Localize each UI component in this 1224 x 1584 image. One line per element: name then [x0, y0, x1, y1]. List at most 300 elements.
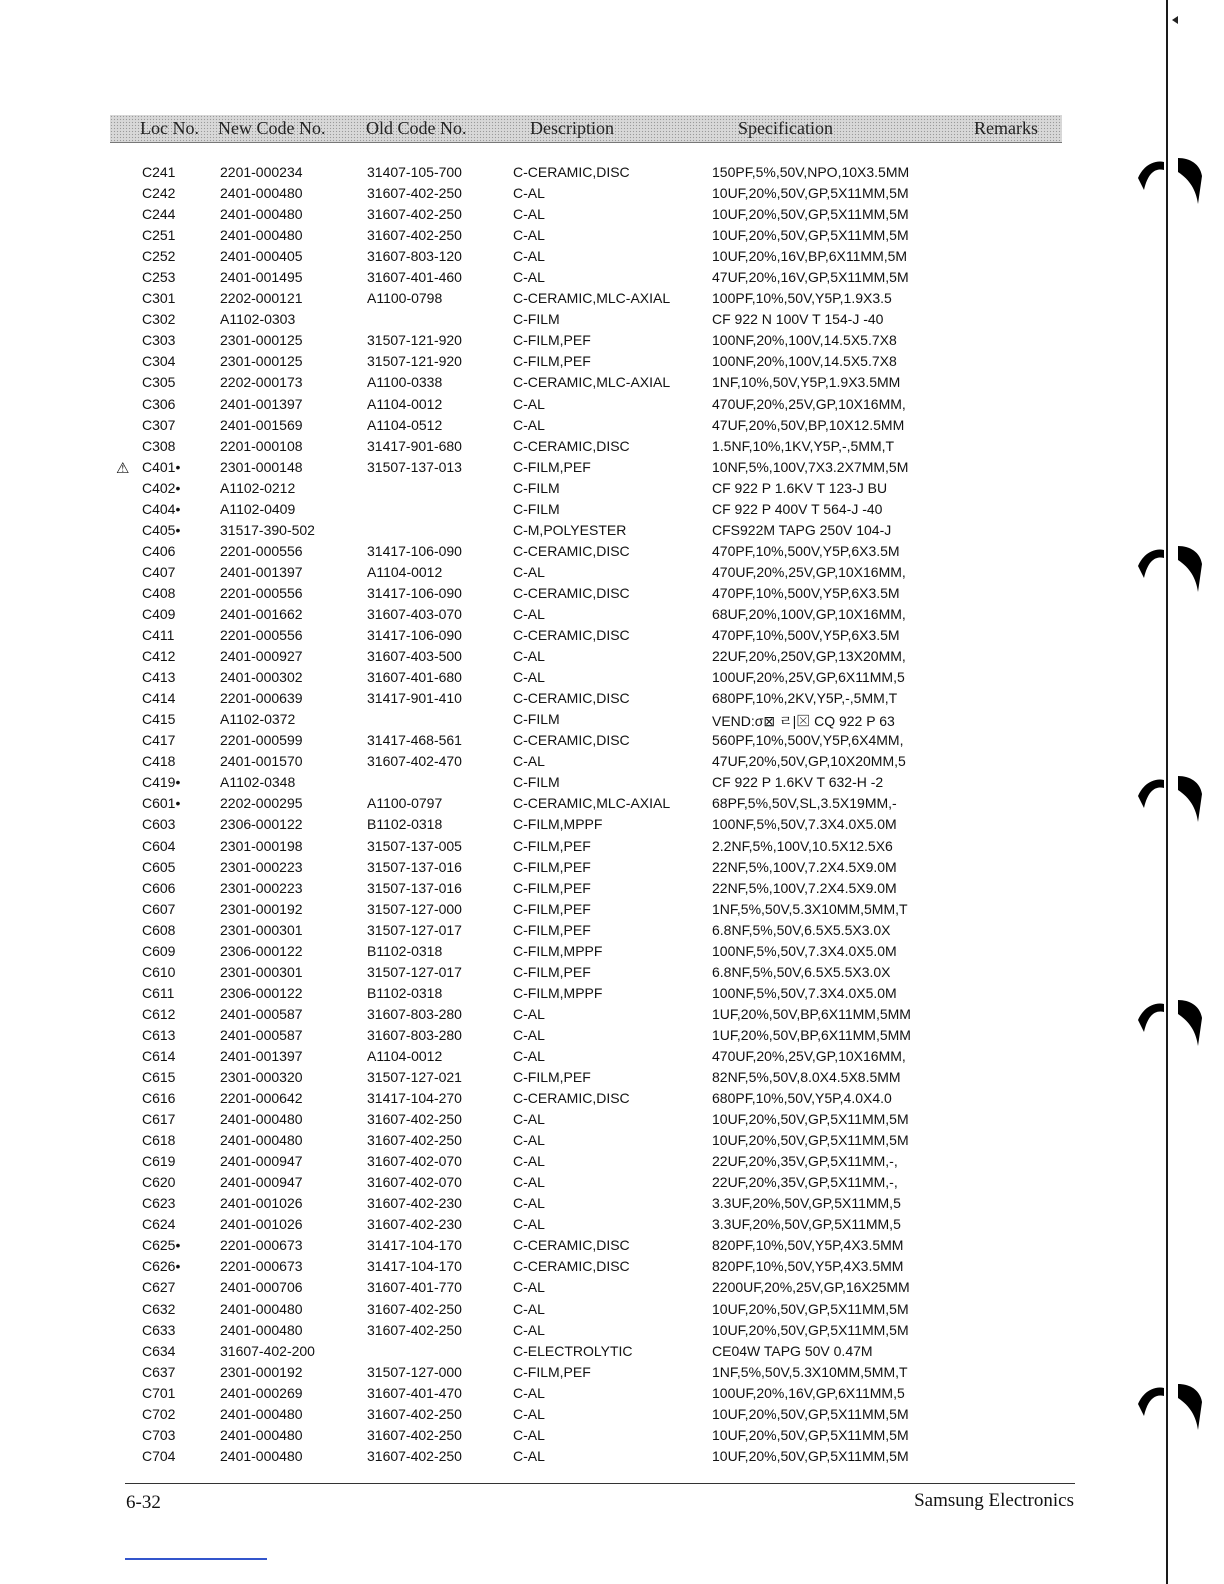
- cell-specification: 6.8NF,5%,50V,6.5X5.5X3.0X: [712, 963, 891, 980]
- cell-old-code-no: 31507-127-000: [367, 900, 462, 917]
- cell-description: C-AL: [513, 1426, 545, 1443]
- cell-loc-no: C703: [142, 1426, 176, 1443]
- header-specification: Specification: [738, 118, 833, 138]
- cell-new-code-no: 2306-000122: [220, 816, 303, 833]
- cell-specification: 2200UF,20%,25V,GP,16X25MM: [712, 1279, 910, 1296]
- cell-new-code-no: 2301-000192: [220, 900, 303, 917]
- cell-new-code-no: 2301-000301: [220, 921, 303, 938]
- cell-new-code-no: 2201-000673: [220, 1237, 303, 1254]
- cell-new-code-no: 2201-000599: [220, 732, 303, 749]
- cell-loc-no: C610: [142, 963, 176, 980]
- table-row: [0, 246, 1224, 267]
- cell-description: C-AL: [513, 648, 545, 665]
- cell-description: C-ELECTROLYTIC: [513, 1342, 633, 1359]
- cell-old-code-no: 31417-106-090: [367, 542, 462, 559]
- table-row: [0, 1088, 1224, 1109]
- cell-specification: 100UF,20%,25V,GP,6X11MM,5: [712, 669, 905, 686]
- cell-old-code-no: 31417-106-090: [367, 627, 462, 644]
- cell-description: C-CERAMIC,DISC: [513, 1237, 630, 1254]
- cell-old-code-no: 31607-402-250: [367, 1447, 462, 1464]
- cell-specification: 22UF,20%,35V,GP,5X11MM,-,: [712, 1174, 898, 1191]
- cell-loc-no: C613: [142, 1026, 176, 1043]
- cell-specification: 100NF,20%,100V,14.5X5.7X8: [712, 353, 897, 370]
- cell-loc-no: C619: [142, 1153, 176, 1170]
- cell-loc-no: C611: [142, 984, 175, 1001]
- cell-old-code-no: 31607-402-250: [367, 1300, 462, 1317]
- table-row: [0, 1235, 1224, 1256]
- cell-description: C-CERAMIC,DISC: [513, 164, 630, 180]
- cell-loc-no: C625•: [142, 1237, 181, 1254]
- cell-specification: 10UF,20%,50V,GP,5X11MM,5M: [712, 1300, 909, 1317]
- cell-old-code-no: 31507-121-920: [367, 353, 462, 370]
- cell-loc-no: C623: [142, 1195, 176, 1212]
- cell-description: C-FILM,PEF: [513, 1363, 591, 1380]
- cell-description: C-AL: [513, 605, 545, 622]
- cell-description: C-AL: [513, 1384, 545, 1401]
- cell-description: C-AL: [513, 669, 545, 686]
- cell-description: C-CERAMIC,DISC: [513, 1090, 630, 1107]
- cell-new-code-no: 2401-001570: [220, 753, 303, 770]
- cell-description: C-AL: [513, 1447, 545, 1464]
- cell-new-code-no: 2401-000927: [220, 648, 303, 665]
- table-row: [0, 394, 1224, 415]
- cell-old-code-no: A1104-0512: [367, 416, 443, 433]
- cell-loc-no: C605: [142, 858, 176, 875]
- cell-new-code-no: A1102-0303: [220, 311, 296, 328]
- cell-specification: 470PF,10%,500V,Y5P,6X3.5M: [712, 542, 900, 559]
- header-loc-no: Loc No.: [140, 118, 199, 138]
- cell-loc-no: C304: [142, 353, 176, 370]
- cell-new-code-no: 2301-000125: [220, 332, 303, 349]
- cell-new-code-no: 2202-000121: [220, 290, 303, 307]
- cell-specification: 1NF,5%,50V,5.3X10MM,5MM,T: [712, 1363, 908, 1380]
- cell-description: C-FILM: [513, 711, 560, 728]
- cell-new-code-no: 2401-000947: [220, 1153, 303, 1170]
- cell-specification: 10UF,20%,50V,GP,5X11MM,5M: [712, 1111, 909, 1128]
- table-row: [0, 562, 1224, 583]
- cell-specification: 3.3UF,20%,50V,GP,5X11MM,5: [712, 1195, 901, 1212]
- cell-description: C-CERAMIC,DISC: [513, 584, 630, 601]
- cell-new-code-no: 2401-000480: [220, 1132, 303, 1149]
- cell-new-code-no: 2401-001397: [220, 563, 303, 580]
- table-row: [0, 1320, 1224, 1341]
- cell-new-code-no: 2401-001026: [220, 1216, 303, 1233]
- cell-loc-no: C627: [142, 1279, 176, 1296]
- cell-loc-no: C409: [142, 605, 176, 622]
- cell-new-code-no: 2401-001569: [220, 416, 303, 433]
- cell-new-code-no: 2401-000480: [220, 227, 303, 244]
- cell-old-code-no: 31507-127-017: [367, 921, 462, 938]
- table-row: [0, 836, 1224, 857]
- table-row: [0, 1404, 1224, 1425]
- cell-specification: CF 922 N 100V T 154-J -40: [712, 311, 884, 328]
- cell-description: C-FILM,PEF: [513, 858, 591, 875]
- cell-old-code-no: 31607-402-250: [367, 1111, 462, 1128]
- table-row: [0, 1130, 1224, 1151]
- table-row: [0, 814, 1224, 835]
- cell-new-code-no: 2201-000556: [220, 627, 303, 644]
- cell-loc-no: C419•: [142, 774, 181, 791]
- cell-old-code-no: 31607-803-120: [367, 248, 462, 265]
- cell-specification: 10UF,20%,50V,GP,5X11MM,5M: [712, 1426, 909, 1443]
- cell-specification: 3.3UF,20%,50V,GP,5X11MM,5: [712, 1216, 901, 1233]
- table-row: [0, 730, 1224, 751]
- cell-specification: 68UF,20%,100V,GP,10X16MM,: [712, 605, 906, 622]
- cell-specification: 22NF,5%,100V,7.2X4.5X9.0M: [712, 858, 897, 875]
- cell-loc-no: C606: [142, 879, 176, 896]
- parts-table-body: [0, 162, 1224, 1467]
- cell-loc-no: C624: [142, 1216, 176, 1233]
- cell-specification: 680PF,10%,50V,Y5P,4.0X4.0: [712, 1090, 892, 1107]
- cell-description: C-M,POLYESTER: [513, 521, 627, 538]
- cell-description: C-CERAMIC,MLC-AXIAL: [513, 290, 671, 307]
- table-row: [0, 499, 1224, 520]
- cell-specification: 10UF,20%,50V,GP,5X11MM,5M: [712, 185, 909, 202]
- page-number: 6-32: [126, 1492, 161, 1513]
- cell-loc-no: C704: [142, 1447, 176, 1464]
- cell-description: C-AL: [513, 1005, 545, 1022]
- cell-new-code-no: 2301-000148: [220, 458, 303, 475]
- cell-old-code-no: 31607-402-250: [367, 1405, 462, 1422]
- cell-new-code-no: 2301-000223: [220, 879, 303, 896]
- cell-old-code-no: 31417-106-090: [367, 584, 462, 601]
- cell-loc-no: C418: [142, 753, 176, 770]
- table-row: [0, 857, 1224, 878]
- cell-specification: 2.2NF,5%,100V,10.5X12.5X6: [712, 837, 893, 854]
- cell-specification: 82NF,5%,50V,8.0X4.5X8.5MM: [712, 1069, 901, 1086]
- cell-description: C-AL: [513, 1132, 545, 1149]
- cell-old-code-no: B1102-0318: [367, 816, 443, 833]
- cell-description: C-FILM,MPPF: [513, 984, 603, 1001]
- cell-description: C-FILM,MPPF: [513, 942, 603, 959]
- cell-loc-no: C305: [142, 374, 176, 391]
- cell-description: C-AL: [513, 227, 545, 244]
- table-row: [0, 436, 1224, 457]
- cell-new-code-no: 2401-000587: [220, 1026, 303, 1043]
- cell-loc-no: C637: [142, 1363, 176, 1380]
- cell-loc-no: C407: [142, 563, 176, 580]
- cell-specification: 470PF,10%,500V,Y5P,6X3.5M: [712, 584, 900, 601]
- cell-specification: VEND:σ⊠ ㄹ|⊠ CQ 922 P 63: [712, 713, 895, 730]
- header-remarks: Remarks: [974, 118, 1038, 138]
- cell-loc-no: C411: [142, 627, 175, 644]
- cell-specification: 100UF,20%,16V,GP,6X11MM,5: [712, 1384, 905, 1401]
- cell-new-code-no: 2401-001397: [220, 395, 303, 412]
- table-row: [0, 878, 1224, 899]
- cell-new-code-no: 2401-001495: [220, 269, 303, 286]
- cell-loc-no: C306: [142, 395, 176, 412]
- cell-description: C-AL: [513, 1321, 545, 1338]
- cell-new-code-no: 2202-000295: [220, 795, 303, 812]
- table-row: [0, 772, 1224, 793]
- cell-old-code-no: 31507-137-016: [367, 858, 462, 875]
- cell-description: C-FILM,PEF: [513, 1069, 591, 1086]
- cell-description: C-FILM,PEF: [513, 837, 591, 854]
- cell-description: C-FILM,PEF: [513, 900, 591, 917]
- cell-loc-no: C609: [142, 942, 176, 959]
- cell-specification: CF 922 P 400V T 564-J -40: [712, 500, 883, 517]
- cell-description: C-FILM: [513, 500, 560, 517]
- table-row: [0, 751, 1224, 772]
- cell-loc-no: C617: [142, 1111, 176, 1128]
- table-row: [0, 1425, 1224, 1446]
- cell-loc-no: C626•: [142, 1258, 181, 1275]
- cell-new-code-no: 2401-001662: [220, 605, 303, 622]
- table-row: [0, 520, 1224, 541]
- cell-loc-no: C301: [142, 290, 176, 307]
- cell-new-code-no: 2401-000480: [220, 185, 303, 202]
- cell-description: C-AL: [513, 1300, 545, 1317]
- cell-specification: 150PF,5%,50V,NPO,10X3.5MM: [712, 164, 910, 180]
- cell-loc-no: C253: [142, 269, 176, 286]
- cell-specification: 560PF,10%,500V,Y5P,6X4MM,: [712, 732, 904, 749]
- cell-new-code-no: 31607-402-200: [220, 1342, 315, 1359]
- cell-description: C-CERAMIC,DISC: [513, 690, 630, 707]
- cell-description: C-FILM,PEF: [513, 963, 591, 980]
- cell-loc-no: C608: [142, 921, 176, 938]
- table-row: [0, 478, 1224, 499]
- cell-description: C-CERAMIC,DISC: [513, 542, 630, 559]
- cell-old-code-no: 31607-402-250: [367, 1426, 462, 1443]
- cell-description: C-AL: [513, 269, 545, 286]
- cell-loc-no: C414: [142, 690, 176, 707]
- cell-loc-no: C612: [142, 1005, 176, 1022]
- cell-old-code-no: 31607-403-500: [367, 648, 462, 665]
- cell-old-code-no: 31607-401-460: [367, 269, 462, 286]
- table-row: [0, 1151, 1224, 1172]
- cell-specification: 10NF,5%,100V,7X3.2X7MM,5M: [712, 458, 909, 475]
- cell-description: C-CERAMIC,DISC: [513, 1258, 630, 1275]
- cell-description: C-FILM,PEF: [513, 879, 591, 896]
- cell-loc-no: C405•: [142, 521, 181, 538]
- cell-loc-no: C412: [142, 648, 176, 665]
- table-row: [0, 1277, 1224, 1298]
- cell-new-code-no: 2201-000556: [220, 584, 303, 601]
- cell-old-code-no: 31507-137-016: [367, 879, 462, 896]
- cell-old-code-no: B1102-0318: [367, 984, 443, 1001]
- cell-specification: CE04W TAPG 50V 0.47M: [712, 1342, 873, 1359]
- cell-old-code-no: 31607-403-070: [367, 605, 462, 622]
- cell-new-code-no: 2401-000706: [220, 1279, 303, 1296]
- table-row: [0, 1299, 1224, 1320]
- cell-loc-no: C408: [142, 584, 176, 601]
- table-row: [0, 709, 1224, 730]
- corner-mark: [1166, 16, 1178, 24]
- cell-new-code-no: 2201-000108: [220, 437, 303, 454]
- cell-old-code-no: 31607-402-230: [367, 1216, 462, 1233]
- cell-specification: 1NF,5%,50V,5.3X10MM,5MM,T: [712, 900, 908, 917]
- cell-description: C-AL: [513, 1405, 545, 1422]
- cell-new-code-no: 2401-000302: [220, 669, 303, 686]
- cell-description: C-FILM: [513, 774, 560, 791]
- cell-new-code-no: 2401-000480: [220, 1405, 303, 1422]
- cell-loc-no: C614: [142, 1047, 176, 1064]
- cell-new-code-no: 2201-000642: [220, 1090, 303, 1107]
- cell-old-code-no: 31607-402-250: [367, 206, 462, 223]
- table-row: [0, 204, 1224, 225]
- cell-description: C-FILM: [513, 311, 560, 328]
- cell-old-code-no: A1100-0798: [367, 290, 443, 307]
- cell-specification: 68PF,5%,50V,SL,3.5X19MM,-: [712, 795, 897, 812]
- cell-loc-no: C303: [142, 332, 176, 349]
- cell-new-code-no: 2401-000480: [220, 206, 303, 223]
- cell-new-code-no: 2301-000223: [220, 858, 303, 875]
- cell-description: C-AL: [513, 753, 545, 770]
- cell-new-code-no: 2401-000480: [220, 1111, 303, 1128]
- cell-specification: CF 922 P 1.6KV T 123-J BU: [712, 479, 888, 496]
- cell-description: C-AL: [513, 1047, 545, 1064]
- table-row: [0, 1067, 1224, 1088]
- table-row: [0, 793, 1224, 814]
- cell-new-code-no: 2301-000301: [220, 963, 303, 980]
- cell-description: C-CERAMIC,DISC: [513, 437, 630, 454]
- cell-old-code-no: 31607-401-470: [367, 1384, 462, 1401]
- cell-description: C-FILM,PEF: [513, 921, 591, 938]
- table-row: [0, 1193, 1224, 1214]
- binder-hole-mark-2: [1138, 538, 1208, 598]
- table-row: [0, 1341, 1224, 1362]
- cell-specification: 100NF,5%,50V,7.3X4.0X5.0M: [712, 942, 897, 959]
- cell-old-code-no: 31607-401-680: [367, 669, 462, 686]
- cell-new-code-no: 2301-000320: [220, 1069, 303, 1086]
- cell-old-code-no: 31407-105-700: [367, 164, 462, 180]
- cell-description: C-AL: [513, 206, 545, 223]
- cell-new-code-no: 2306-000122: [220, 984, 303, 1001]
- table-row: [0, 583, 1224, 604]
- table-row: [0, 330, 1224, 351]
- cell-specification: 10UF,20%,16V,BP,6X11MM,5M: [712, 248, 908, 265]
- cell-loc-no: C401•: [142, 458, 181, 475]
- cell-new-code-no: 2201-000234: [220, 164, 303, 180]
- cell-old-code-no: 31607-402-250: [367, 227, 462, 244]
- table-row: [0, 415, 1224, 436]
- cell-description: C-FILM,PEF: [513, 332, 591, 349]
- cell-description: C-AL: [513, 1195, 545, 1212]
- cell-old-code-no: 31607-402-070: [367, 1153, 462, 1170]
- cell-new-code-no: A1102-0409: [220, 500, 296, 517]
- cell-loc-no: C252: [142, 248, 176, 265]
- cell-description: C-AL: [513, 416, 545, 433]
- cell-old-code-no: 31507-121-920: [367, 332, 462, 349]
- cell-old-code-no: A1104-0012: [367, 563, 443, 580]
- table-row: [0, 1004, 1224, 1025]
- cell-old-code-no: B1102-0318: [367, 942, 443, 959]
- cell-specification: 10UF,20%,50V,GP,5X11MM,5M: [712, 227, 909, 244]
- cell-specification: 100PF,10%,50V,Y5P,1.9X3.5: [712, 290, 892, 307]
- cell-loc-no: C302: [142, 311, 176, 328]
- table-row: [0, 309, 1224, 330]
- cell-old-code-no: 31507-127-017: [367, 963, 462, 980]
- cell-description: C-AL: [513, 1279, 545, 1296]
- cell-new-code-no: 2401-000405: [220, 248, 303, 265]
- cell-old-code-no: A1104-0012: [367, 395, 443, 412]
- table-row: [0, 457, 1224, 478]
- table-row: [0, 625, 1224, 646]
- cell-new-code-no: A1102-0348: [220, 774, 296, 791]
- cell-new-code-no: A1102-0372: [220, 711, 296, 728]
- cell-old-code-no: 31417-104-170: [367, 1258, 462, 1275]
- cell-old-code-no: 31507-127-021: [367, 1069, 462, 1086]
- cell-specification: 22UF,20%,250V,GP,13X20MM,: [712, 648, 906, 665]
- cell-description: C-FILM: [513, 479, 560, 496]
- binder-hole-mark-5: [1138, 1376, 1208, 1436]
- table-row: [0, 1214, 1224, 1235]
- cell-specification: 470PF,10%,500V,Y5P,6X3.5M: [712, 627, 900, 644]
- company-name: Samsung Electronics: [914, 1490, 1074, 1511]
- cell-specification: 1UF,20%,50V,BP,6X11MM,5MM: [712, 1026, 911, 1043]
- cell-old-code-no: 31607-402-250: [367, 185, 462, 202]
- cell-old-code-no: 31607-803-280: [367, 1026, 462, 1043]
- cell-old-code-no: A1104-0012: [367, 1047, 443, 1064]
- cell-new-code-no: 2401-000480: [220, 1300, 303, 1317]
- binder-hole-mark-3: [1138, 768, 1208, 828]
- cell-description: C-FILM,PEF: [513, 458, 591, 475]
- cell-specification: 10UF,20%,50V,GP,5X11MM,5M: [712, 206, 909, 223]
- cell-loc-no: C307: [142, 416, 176, 433]
- cell-old-code-no: 31607-401-770: [367, 1279, 462, 1296]
- table-row: [0, 1383, 1224, 1404]
- cell-specification: 470UF,20%,25V,GP,10X16MM,: [712, 1047, 906, 1064]
- cell-old-code-no: 31417-104-170: [367, 1237, 462, 1254]
- cell-new-code-no: 2401-000587: [220, 1005, 303, 1022]
- cell-old-code-no: A1100-0338: [367, 374, 443, 391]
- cell-description: C-AL: [513, 1216, 545, 1233]
- warning-icon: ⚠: [116, 459, 130, 477]
- header-new-code-no: New Code No.: [218, 118, 326, 138]
- cell-description: C-AL: [513, 563, 545, 580]
- cell-loc-no: C415: [142, 711, 176, 728]
- table-row: [0, 667, 1224, 688]
- table-row: [0, 1256, 1224, 1277]
- cell-old-code-no: 31607-402-250: [367, 1321, 462, 1338]
- cell-description: C-AL: [513, 1026, 545, 1043]
- cell-specification: 470UF,20%,25V,GP,10X16MM,: [712, 395, 906, 412]
- cell-description: C-FILM,PEF: [513, 353, 591, 370]
- cell-old-code-no: 31507-137-005: [367, 837, 462, 854]
- bottom-underline: [125, 1558, 267, 1560]
- cell-new-code-no: 2201-000639: [220, 690, 303, 707]
- header-old-code-no: Old Code No.: [366, 118, 467, 138]
- cell-description: C-CERAMIC,DISC: [513, 732, 630, 749]
- cell-description: C-CERAMIC,MLC-AXIAL: [513, 795, 671, 812]
- cell-specification: 100NF,5%,50V,7.3X4.0X5.0M: [712, 984, 897, 1001]
- cell-old-code-no: 31417-901-410: [367, 690, 462, 707]
- cell-loc-no: C632: [142, 1300, 176, 1317]
- cell-specification: CF 922 P 1.6KV T 632-H -2: [712, 774, 884, 791]
- table-row: [0, 372, 1224, 393]
- table-row: [0, 1109, 1224, 1130]
- cell-new-code-no: 2301-000192: [220, 1363, 303, 1380]
- cell-old-code-no: A1100-0797: [367, 795, 443, 812]
- cell-specification: 680PF,10%,2KV,Y5P,-,5MM,T: [712, 690, 898, 707]
- cell-specification: 1NF,10%,50V,Y5P,1.9X3.5MM: [712, 374, 901, 391]
- cell-old-code-no: 31607-402-070: [367, 1174, 462, 1191]
- cell-new-code-no: 2301-000125: [220, 353, 303, 370]
- cell-loc-no: C406: [142, 542, 176, 559]
- cell-old-code-no: 31417-468-561: [367, 732, 462, 749]
- cell-new-code-no: 2401-001397: [220, 1047, 303, 1064]
- cell-old-code-no: 31507-137-013: [367, 458, 462, 475]
- cell-loc-no: C702: [142, 1405, 176, 1422]
- cell-new-code-no: 2401-000480: [220, 1426, 303, 1443]
- table-header: [110, 115, 1062, 143]
- table-row: [0, 920, 1224, 941]
- cell-old-code-no: 31607-803-280: [367, 1005, 462, 1022]
- table-row: [0, 899, 1224, 920]
- cell-loc-no: C607: [142, 900, 176, 917]
- cell-loc-no: C601•: [142, 795, 181, 812]
- cell-description: C-FILM,MPPF: [513, 816, 603, 833]
